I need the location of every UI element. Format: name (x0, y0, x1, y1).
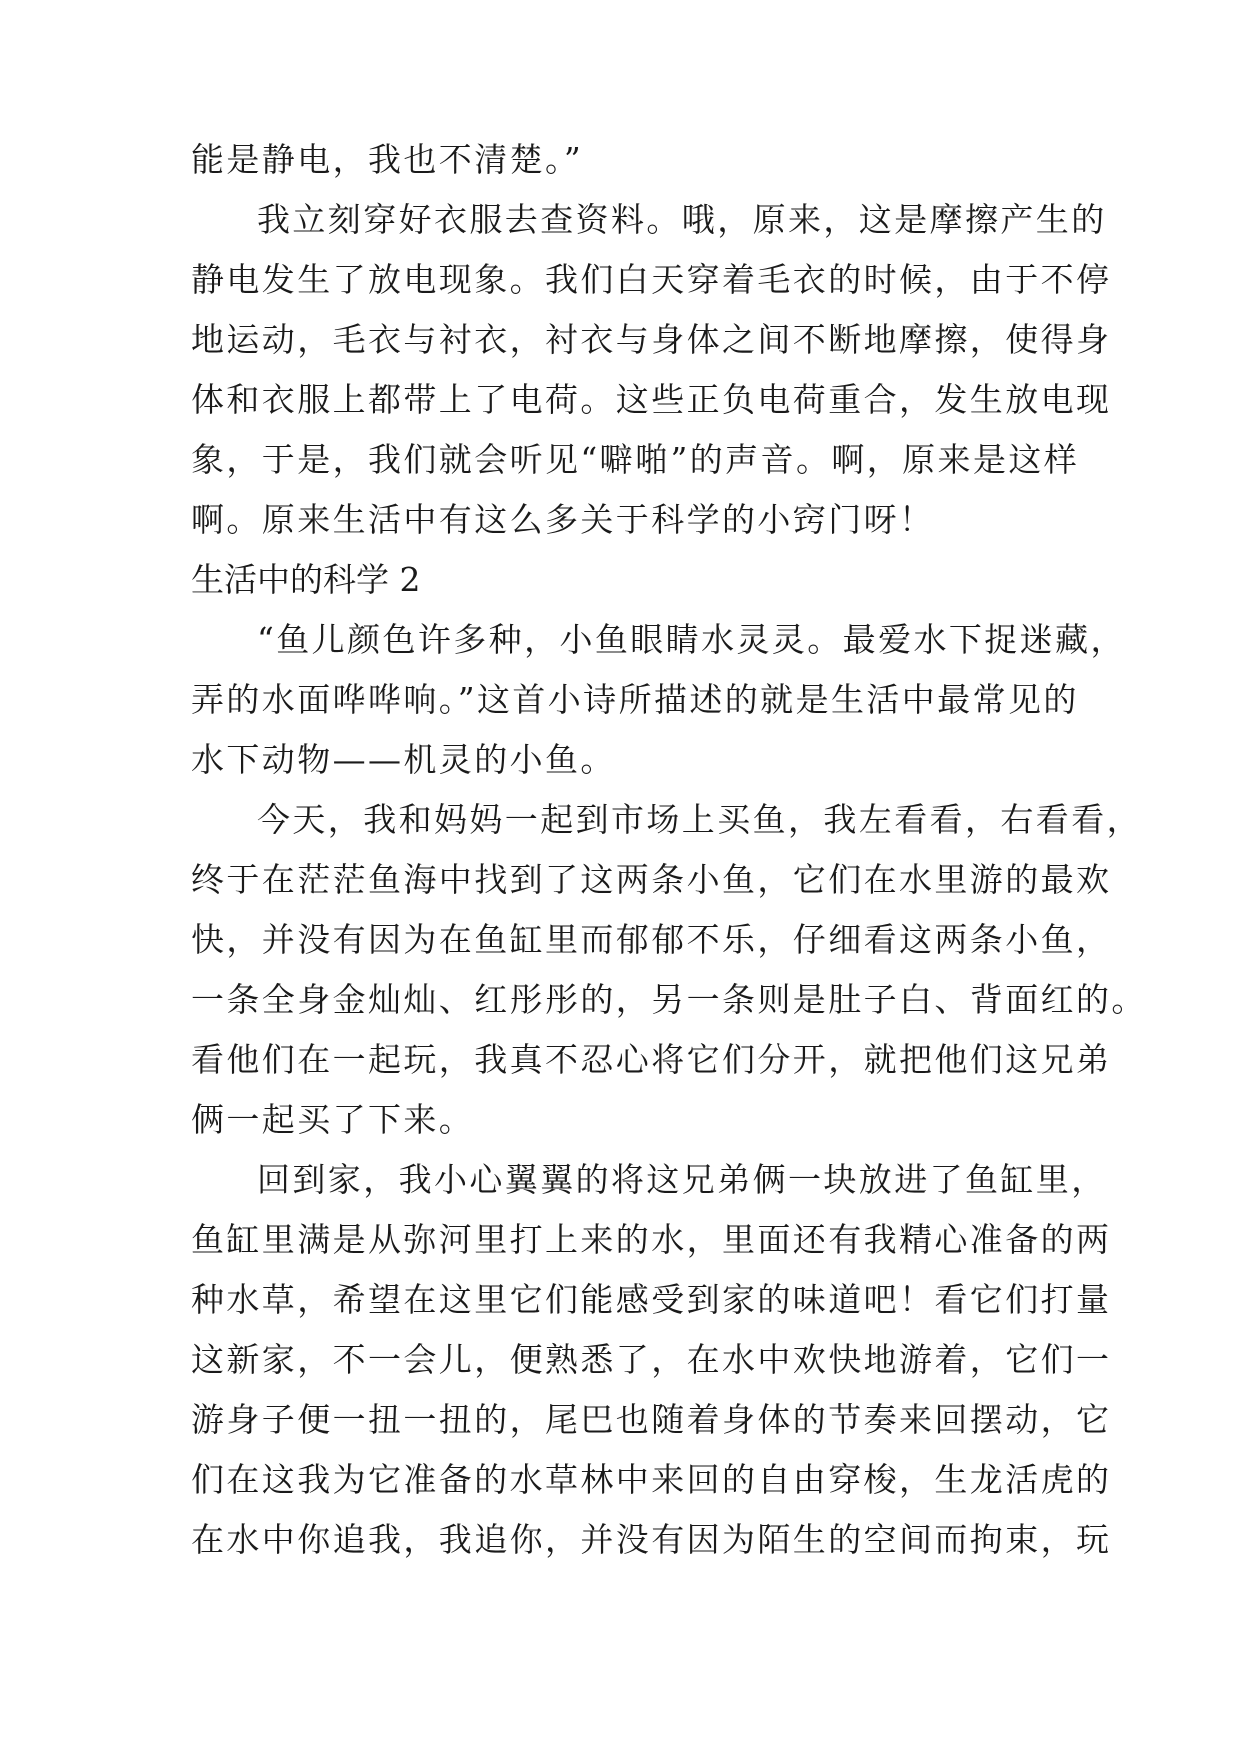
document-page (191, 130, 1147, 1570)
text-line: 地运动，毛衣与衬衣，衬衣与身体之间不断地摩擦，使得身 (191, 320, 1112, 359)
text-line: 快，并没有因为在鱼缸里而郁郁不乐，仔细看这两条小鱼， (191, 920, 1112, 959)
paragraph-first-line: 今天，我和妈妈一起到市场上买鱼，我左看看，右看看， (257, 800, 1142, 839)
text-line: 啊。原来生活中有这么多关于科学的小窍门呀！ (191, 500, 935, 539)
text-line: 弄的水面哗哗响。”这首小诗所描述的就是生活中最常见的 (191, 680, 1079, 719)
text-line: 静电发生了放电现象。我们白天穿着毛衣的时候，由于不停 (191, 260, 1112, 299)
paragraph-first-line: “鱼儿颜色许多种，小鱼眼睛水灵灵。最爱水下捉迷藏， (257, 620, 1126, 659)
text-line: 体和衣服上都带上了电荷。这些正负电荷重合，发生放电现 (191, 380, 1112, 419)
text-line: 终于在茫茫鱼海中找到了这两条小鱼，它们在水里游的最欢 (191, 860, 1112, 899)
paragraph-first-line: 回到家，我小心翼翼的将这兄弟俩一块放进了鱼缸里， (257, 1160, 1107, 1199)
text-line: 种水草，希望在这里它们能感受到家的味道吧！看它们打量 (191, 1280, 1112, 1319)
text-line: 象，于是，我们就会听见“噼啪”的声音。啊，原来是这样 (191, 440, 1080, 479)
text-line: 看他们在一起玩，我真不忍心将它们分开，就把他们这兄弟 (191, 1040, 1112, 1079)
text-line: 水下动物——机灵的小鱼。 (191, 740, 616, 779)
text-line: 一条全身金灿灿、红彤彤的，另一条则是肚子白、背面红的。 (191, 980, 1147, 1019)
section-heading: 生活中的科学 2 (191, 560, 421, 599)
text-line: 游身子便一扭一扭的，尾巴也随着身体的节奏来回摆动，它 (191, 1400, 1112, 1439)
text-line: 这新家，不一会儿，便熟悉了，在水中欢快地游着，它们一 (191, 1340, 1112, 1379)
text-line: 在水中你追我，我追你，并没有因为陌生的空间而拘束，玩 (191, 1520, 1112, 1559)
paragraph-first-line: 我立刻穿好衣服去查资料。哦，原来，这是摩擦产生的 (257, 200, 1107, 239)
text-line: 们在这我为它准备的水草林中来回的自由穿梭，生龙活虎的 (191, 1460, 1112, 1499)
text-line: 能是静电，我也不清楚。” (191, 140, 584, 179)
text-line: 俩一起买了下来。 (191, 1100, 475, 1139)
text-line: 鱼缸里满是从弥河里打上来的水，里面还有我精心准备的两 (191, 1220, 1112, 1259)
